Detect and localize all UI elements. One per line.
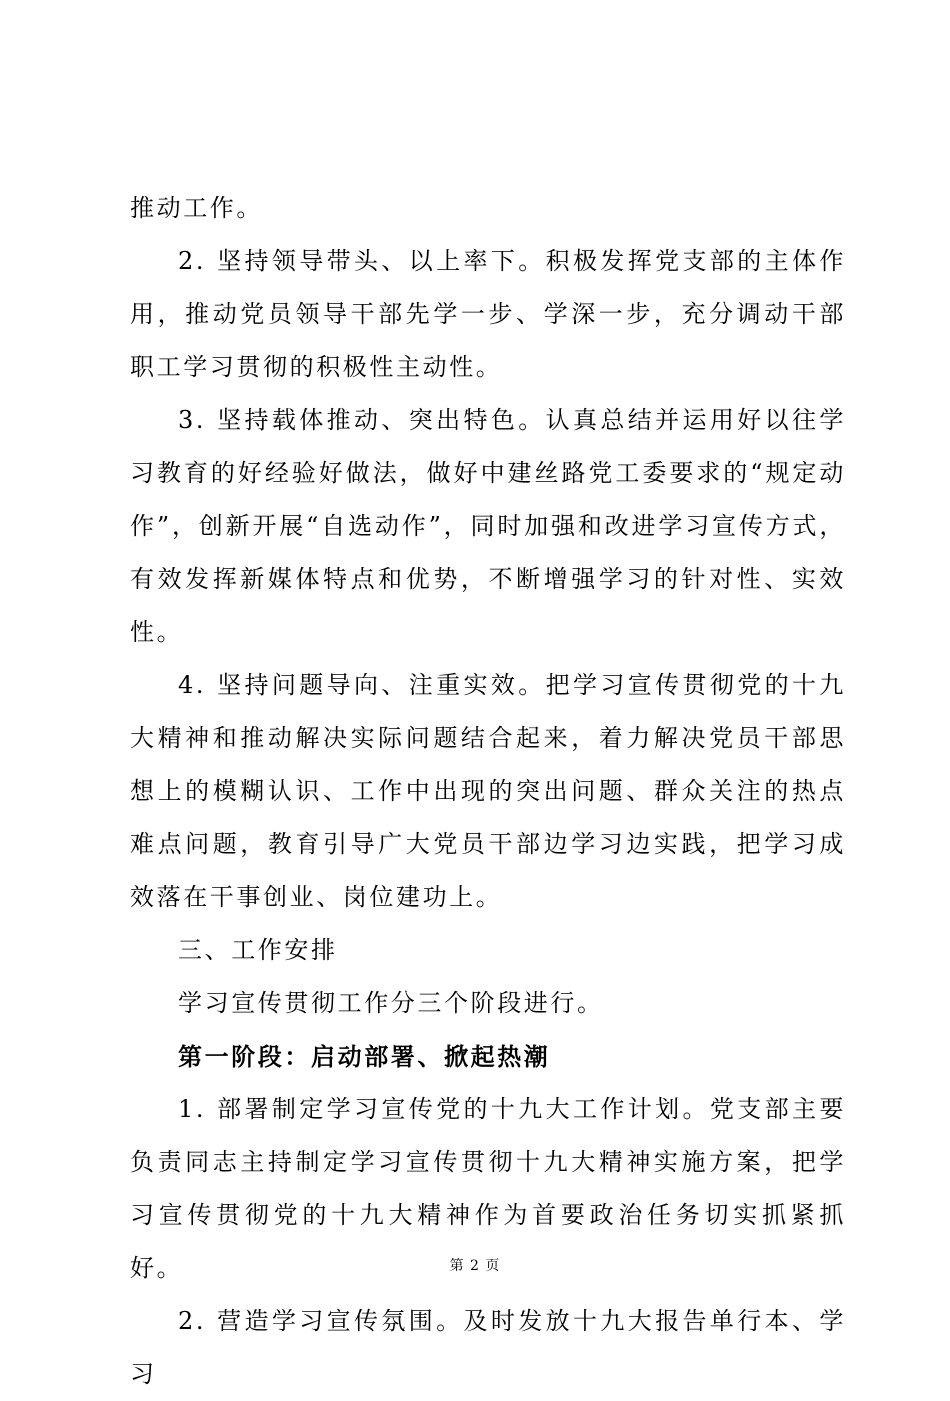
paragraph-stage-item-2: 2. 营造学习宣传氛围。及时发放十九大报告单行本、学习 xyxy=(130,1307,846,1388)
paragraph-principle-2: 2. 坚持领导带头、以上率下。积极发挥党支部的主体作用，推动党员领导干部先学一步、学深一步，充分调动干部职工学习贯彻的积极性主动性。 xyxy=(130,247,846,381)
paragraph-stage-item-1: 1. 部署制定学习宣传党的十九大工作计划。党支部主要负责同志主持制定学习宣传贯彻十九大精神实施方案，把学习宣传贯彻党的十九大精神作为首要政治任务切实抓紧抓好。 xyxy=(130,1095,846,1282)
paragraph-principle-4: 4. 坚持问题导向、注重实效。把学习宣传贯彻党的十九大精神和推动解决实际问题结合起来，着力解决党员干部思想上的模糊认识、工作中出现的突出问题、群众关注的热点难点问题，教育引导广大党员干部边学习边实践，把学习成效落在干事创业、岗位建功上。 xyxy=(130,671,846,911)
stage-one-heading: 第一阶段：启动部署、掀起热潮 xyxy=(178,1042,551,1071)
paragraph-stages-intro: 学习宣传贯彻工作分三个阶段进行。 xyxy=(178,989,604,1017)
section-heading: 三、工作安排 xyxy=(178,936,338,964)
page-number-footer: 第 2 页 xyxy=(449,1258,501,1274)
paragraph-continuation: 推动工作。 xyxy=(130,194,263,222)
paragraph-principle-3: 3. 坚持载体推动、突出特色。认真总结并运用好以往学习教育的好经验好做法，做好中建丝路党工委要求的“规定动作”，创新开展“自选动作”，同时加强和改进学习宣传方式，有效发挥新媒体特点和优势，不断增强学习的针对性、实效性。 xyxy=(130,406,846,646)
document-body xyxy=(130,182,846,1401)
